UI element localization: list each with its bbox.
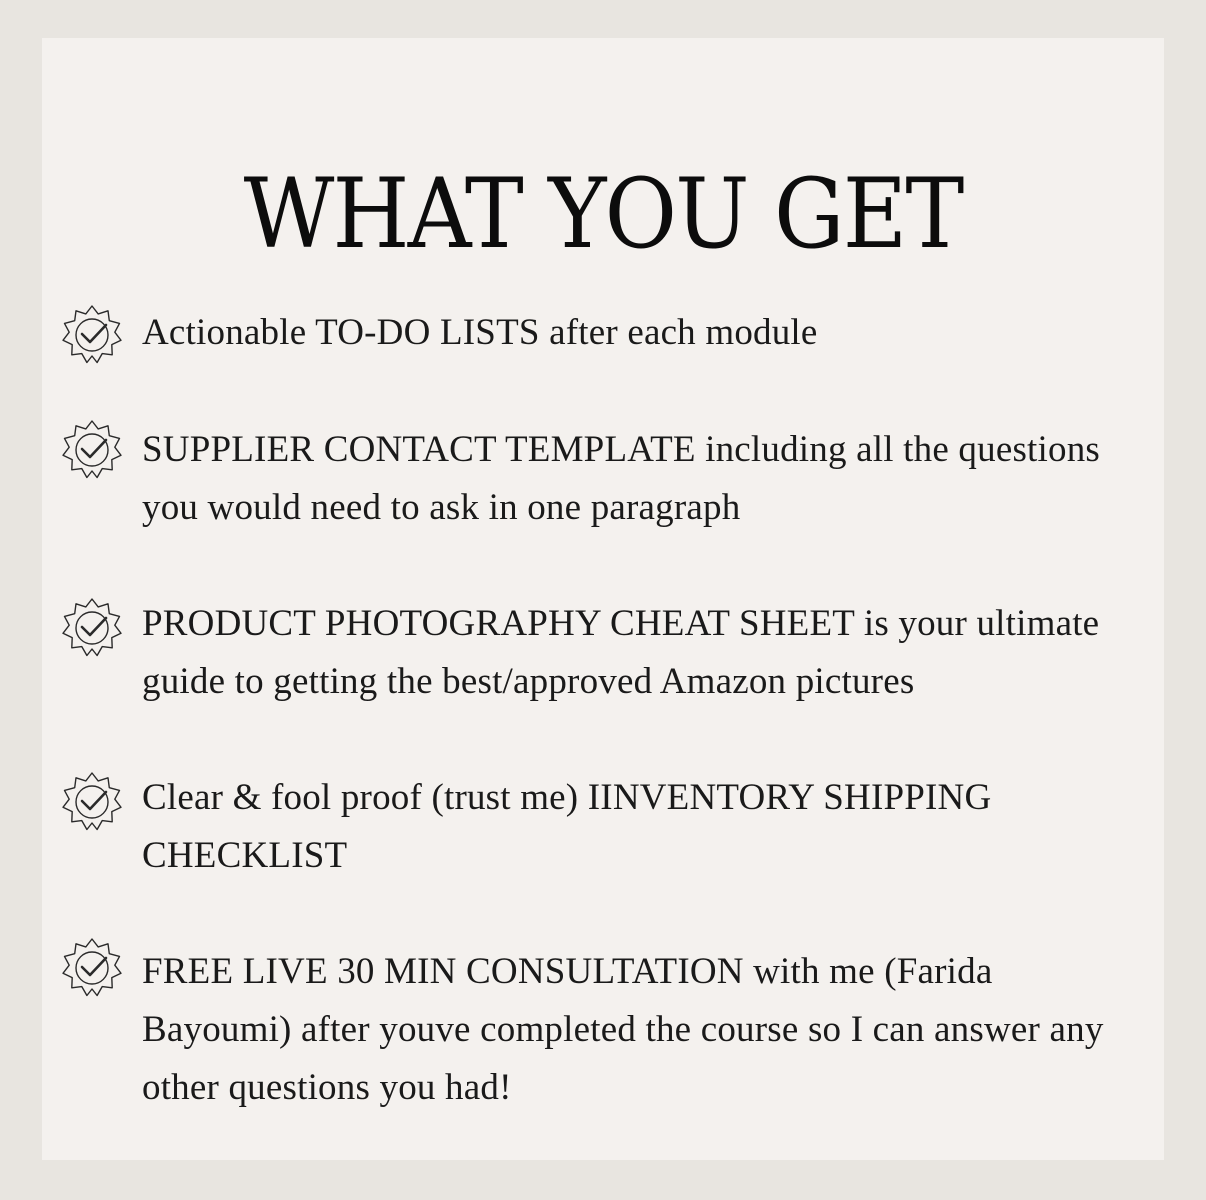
list-item-text: SUPPLIER CONTACT TEMPLATE including all the questions you would need to ask in one paragraph	[142, 429, 1101, 528]
check-badge-icon	[60, 304, 124, 368]
check-badge-icon	[60, 419, 124, 483]
list-item-text: Clear & fool proof (trust me) IINVENTORY SHIPPING CHECKLIST	[142, 777, 992, 876]
check-badge-icon	[60, 937, 124, 1001]
list-item-text: FREE LIVE 30 MIN CONSULTATION with me (Farida Bayoumi) after youve completed the course so I can answer any other questions you had!	[142, 951, 1104, 1108]
content-card	[42, 38, 1164, 1160]
list-item-text: Actionable TO-DO LISTS after each module	[142, 312, 818, 353]
list-item-text: PRODUCT PHOTOGRAPHY CHEAT SHEET is your ultimate guide to getting the best/approved Amazon pictures	[142, 603, 1100, 702]
check-badge-icon	[60, 771, 124, 835]
page-title: WHAT YOU GET	[243, 158, 963, 270]
check-badge-icon	[60, 597, 124, 661]
